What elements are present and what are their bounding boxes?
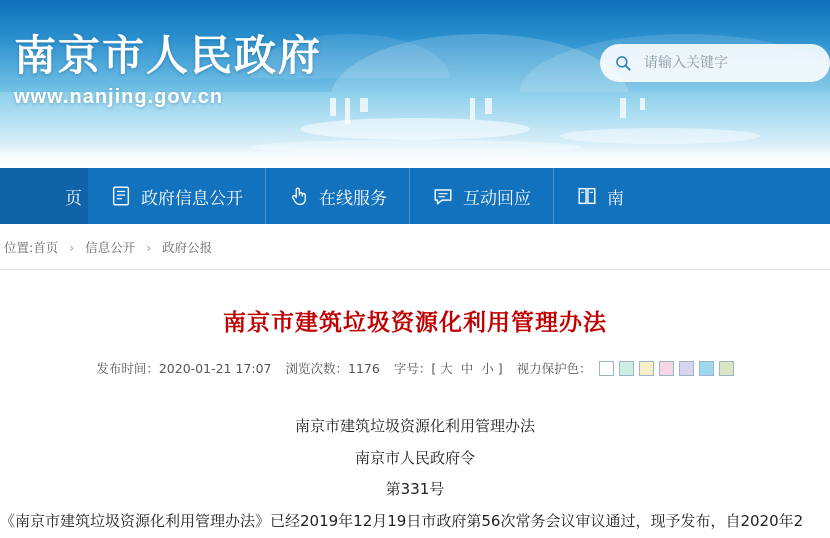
- color-swatch[interactable]: [619, 361, 634, 376]
- search-icon: [614, 54, 632, 72]
- publish-time-label: 发布时间：2020-01-21 17:07: [96, 361, 272, 376]
- banner-skyline-decor: [330, 98, 336, 116]
- fontsize-large[interactable]: 大: [440, 361, 453, 376]
- color-swatch[interactable]: [719, 361, 734, 376]
- nav-item-home[interactable]: [0, 168, 88, 224]
- chat-icon: [432, 185, 454, 207]
- banner-skyline-decor: [640, 98, 645, 110]
- breadcrumb-separator: ›: [146, 239, 152, 255]
- nav-item-label: 页: [65, 188, 82, 209]
- site-banner: [0, 0, 830, 168]
- eye-protection-swatches: [599, 361, 734, 376]
- breadcrumb-item-gazette[interactable]: 政府公报: [162, 239, 213, 255]
- color-swatch[interactable]: [679, 361, 694, 376]
- site-title: 南京市人民政府: [14, 31, 323, 80]
- color-swatch[interactable]: [659, 361, 674, 376]
- main-navigation: [0, 168, 830, 224]
- document-icon: [110, 185, 132, 207]
- nav-item-government-info[interactable]: [88, 168, 266, 224]
- color-swatch[interactable]: [599, 361, 614, 376]
- article-line: 南京市人民政府令: [354, 448, 475, 467]
- hand-icon: [288, 185, 310, 207]
- eye-protection-label: 视力保护色：: [516, 361, 592, 376]
- article-line: 第331号: [385, 480, 445, 498]
- breadcrumb-bar: [0, 224, 830, 270]
- article-meta: [0, 359, 830, 377]
- breadcrumb-home[interactable]: 位置:首页: [4, 239, 59, 255]
- article-container: [0, 270, 830, 537]
- search-input[interactable]: [642, 54, 816, 72]
- page-title: 南京市建筑垃圾资源化利用管理办法: [223, 310, 607, 336]
- search-box[interactable]: [600, 44, 830, 82]
- fontsize-control: [394, 359, 503, 377]
- bracket-open: [: [431, 361, 437, 376]
- publish-time-value: 2020-01-21 17:07: [158, 361, 272, 376]
- site-url: www.nanjing.gov.cn: [14, 86, 224, 109]
- site-logo[interactable]: [14, 31, 323, 109]
- color-swatch[interactable]: [699, 361, 714, 376]
- breadcrumb: [0, 238, 212, 256]
- article-body: [0, 411, 830, 537]
- nav-item-nanjing[interactable]: [554, 168, 646, 224]
- book-icon: [576, 185, 598, 207]
- breadcrumb-separator: ›: [69, 239, 75, 255]
- nav-item-label: 在线服务: [319, 188, 387, 209]
- banner-skyline-decor: [485, 98, 492, 114]
- nav-item-label: 政府信息公开: [141, 188, 243, 209]
- article-line: 《南京市建筑垃圾资源化利用管理办法》已经2019年12月19日市政府第56次常务会议审议通过，现予发布，自2020年2: [0, 511, 804, 530]
- views-value: 1176: [348, 361, 380, 376]
- fontsize-label: 字号：: [393, 361, 432, 376]
- nav-item-label: 互动回应: [463, 188, 531, 209]
- banner-skyline-decor: [360, 98, 368, 112]
- nav-item-online-service[interactable]: [266, 168, 410, 224]
- fontsize-medium[interactable]: 中: [460, 361, 474, 376]
- banner-skyline-decor: [470, 98, 475, 120]
- banner-land-decor: [300, 118, 530, 140]
- views-label: 浏览次数：1176: [285, 361, 380, 376]
- bracket-close: ]: [497, 361, 503, 376]
- banner-skyline-decor: [345, 98, 350, 124]
- article-line: 南京市建筑垃圾资源化利用管理办法: [294, 417, 535, 435]
- nav-item-label: 南: [607, 188, 624, 209]
- banner-skyline-decor: [620, 98, 626, 118]
- breadcrumb-item-info[interactable]: 信息公开: [85, 239, 136, 255]
- banner-land-decor: [560, 128, 760, 144]
- fontsize-small[interactable]: 小: [481, 361, 494, 376]
- banner-fade: [0, 144, 830, 168]
- color-swatch[interactable]: [639, 361, 654, 376]
- nav-item-interaction[interactable]: [410, 168, 554, 224]
